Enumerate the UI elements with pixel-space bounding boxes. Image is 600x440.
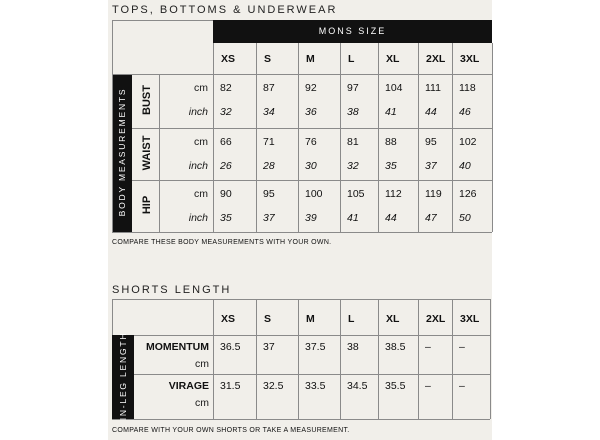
grid-vline — [112, 20, 113, 232]
cell-inch-hip: 44 — [385, 212, 397, 224]
cell-inch-waist: 40 — [459, 160, 471, 172]
cell-cm-bust: 82 — [220, 82, 232, 94]
cell-cm-waist: 81 — [347, 136, 359, 148]
grid-vline — [256, 43, 257, 232]
cell-inch-hip: 47 — [425, 212, 437, 224]
size-label-s: S — [264, 53, 272, 65]
grid-vline — [256, 299, 257, 419]
row-label-waist: WAIST — [141, 135, 153, 171]
cell-cm-hip: 119 — [425, 188, 442, 200]
cell-inch-hip: 37 — [263, 212, 275, 224]
cell-inch-waist: 26 — [220, 160, 232, 172]
cell-inch-hip: 39 — [305, 212, 317, 224]
cell-length-virage: 33.5 — [305, 380, 326, 392]
cell-inch-waist: 35 — [385, 160, 397, 172]
cell-inch-bust: 46 — [459, 106, 471, 118]
row-label-momentum: MOMENTUM — [146, 341, 209, 353]
cell-length-virage: 35.5 — [385, 380, 406, 392]
grid-vline — [418, 43, 419, 232]
cell-cm-bust: 92 — [305, 82, 317, 94]
size-label-3xl: 3XL — [460, 313, 480, 325]
size-label-m: M — [306, 313, 315, 325]
cell-cm-waist: 71 — [263, 136, 275, 148]
cell-cm-bust: 97 — [347, 82, 359, 94]
cell-inch-bust: 38 — [347, 106, 359, 118]
cell-cm-bust: 111 — [425, 82, 441, 94]
grid-hline — [112, 74, 492, 75]
size-label-2xl: 2XL — [426, 313, 446, 325]
grid-hline — [134, 374, 490, 375]
row-label-hip: HIP — [141, 195, 153, 215]
grid-vline — [213, 299, 214, 419]
cell-length-virage: 32.5 — [263, 380, 284, 392]
cell-length-momentum: – — [425, 341, 431, 353]
cell-length-momentum: 37 — [263, 341, 275, 353]
cell-length-momentum: – — [459, 341, 465, 353]
grid-vline — [492, 43, 493, 232]
size-label-m: M — [306, 53, 315, 65]
size-label-xs: XS — [221, 313, 236, 325]
grid-hline — [112, 232, 492, 233]
grid-vline — [159, 74, 160, 232]
grid-vline — [298, 43, 299, 232]
grid-hline — [112, 335, 490, 336]
unit-cm: cm — [195, 358, 209, 370]
cell-length-virage: 31.5 — [220, 380, 241, 392]
unit-cm: cm — [194, 82, 208, 94]
cell-cm-hip: 126 — [459, 188, 477, 200]
cell-inch-bust: 41 — [385, 106, 397, 118]
cell-inch-waist: 30 — [305, 160, 317, 172]
cell-cm-hip: 95 — [263, 188, 275, 200]
grid-vline — [378, 43, 379, 232]
grid-vline — [452, 43, 453, 232]
grid-hline — [112, 20, 213, 21]
unit-inch: inch — [188, 160, 208, 172]
note-body-measurements: COMPARE THESE BODY MEASUREMENTS WITH YOUR OWN. — [112, 239, 332, 246]
grid-vline — [490, 299, 491, 419]
size-label-s: S — [264, 313, 272, 325]
cell-inch-waist: 28 — [263, 160, 275, 172]
cell-cm-waist: 76 — [305, 136, 317, 148]
grid-hline — [132, 180, 492, 181]
grid-hline — [112, 299, 490, 300]
cell-inch-bust: 34 — [263, 106, 275, 118]
grid-hline — [112, 419, 490, 420]
cell-cm-hip: 90 — [220, 188, 232, 200]
cell-cm-hip: 112 — [385, 188, 402, 200]
cell-cm-bust: 104 — [385, 82, 403, 94]
cell-inch-hip: 50 — [459, 212, 471, 224]
note-shorts: COMPARE WITH YOUR OWN SHORTS OR TAKE A MEASUREMENT. — [112, 427, 350, 434]
size-label-xl: XL — [386, 53, 400, 65]
size-label-2xl: 2XL — [426, 53, 446, 65]
cell-cm-hip: 105 — [347, 188, 365, 200]
cell-length-momentum: 36.5 — [220, 341, 241, 353]
in-leg-label: IN-LEG LENGTH — [118, 331, 128, 421]
unit-inch: inch — [188, 212, 208, 224]
cell-cm-waist: 102 — [459, 136, 477, 148]
cell-cm-waist: 66 — [220, 136, 232, 148]
size-label-xl: XL — [386, 313, 400, 325]
grid-vline — [452, 299, 453, 419]
section-title-shorts: SHORTS LENGTH — [112, 284, 232, 296]
row-label-bust: BUST — [141, 85, 153, 115]
unit-cm: cm — [194, 136, 208, 148]
grid-vline — [298, 299, 299, 419]
cell-length-momentum: 38 — [347, 341, 359, 353]
grid-vline — [378, 299, 379, 419]
cell-inch-hip: 35 — [220, 212, 232, 224]
size-label-xs: XS — [221, 53, 236, 65]
size-label-l: L — [348, 313, 355, 325]
size-label-3xl: 3XL — [460, 53, 480, 65]
body-measurements-label: BODY MEASUREMENTS — [117, 87, 127, 217]
section-title-tops: TOPS, BOTTOMS & UNDERWEAR — [112, 4, 338, 16]
cell-inch-bust: 36 — [305, 106, 317, 118]
unit-cm: cm — [194, 188, 208, 200]
cell-inch-bust: 44 — [425, 106, 437, 118]
size-label-l: L — [348, 53, 355, 65]
grid-vline — [340, 299, 341, 419]
cell-inch-hip: 41 — [347, 212, 359, 224]
row-label-virage: VIRAGE — [168, 380, 209, 392]
grid-vline — [340, 43, 341, 232]
unit-cm: cm — [195, 397, 209, 409]
grid-hline — [132, 128, 492, 129]
cell-inch-waist: 37 — [425, 160, 437, 172]
unit-inch: inch — [188, 106, 208, 118]
cell-cm-bust: 118 — [459, 82, 476, 94]
cell-length-virage: 34.5 — [347, 380, 368, 392]
grid-vline — [418, 299, 419, 419]
cell-length-momentum: 38.5 — [385, 341, 406, 353]
cell-inch-bust: 32 — [220, 106, 232, 118]
cell-cm-waist: 95 — [425, 136, 437, 148]
grid-vline — [213, 43, 214, 232]
cell-inch-waist: 32 — [347, 160, 359, 172]
cell-length-virage: – — [459, 380, 465, 392]
cell-cm-waist: 88 — [385, 136, 397, 148]
size-header-label: MONS SIZE — [318, 26, 387, 36]
cell-cm-bust: 87 — [263, 82, 275, 94]
cell-cm-hip: 100 — [305, 188, 323, 200]
cell-length-momentum: 37.5 — [305, 341, 326, 353]
cell-length-virage: – — [425, 380, 431, 392]
